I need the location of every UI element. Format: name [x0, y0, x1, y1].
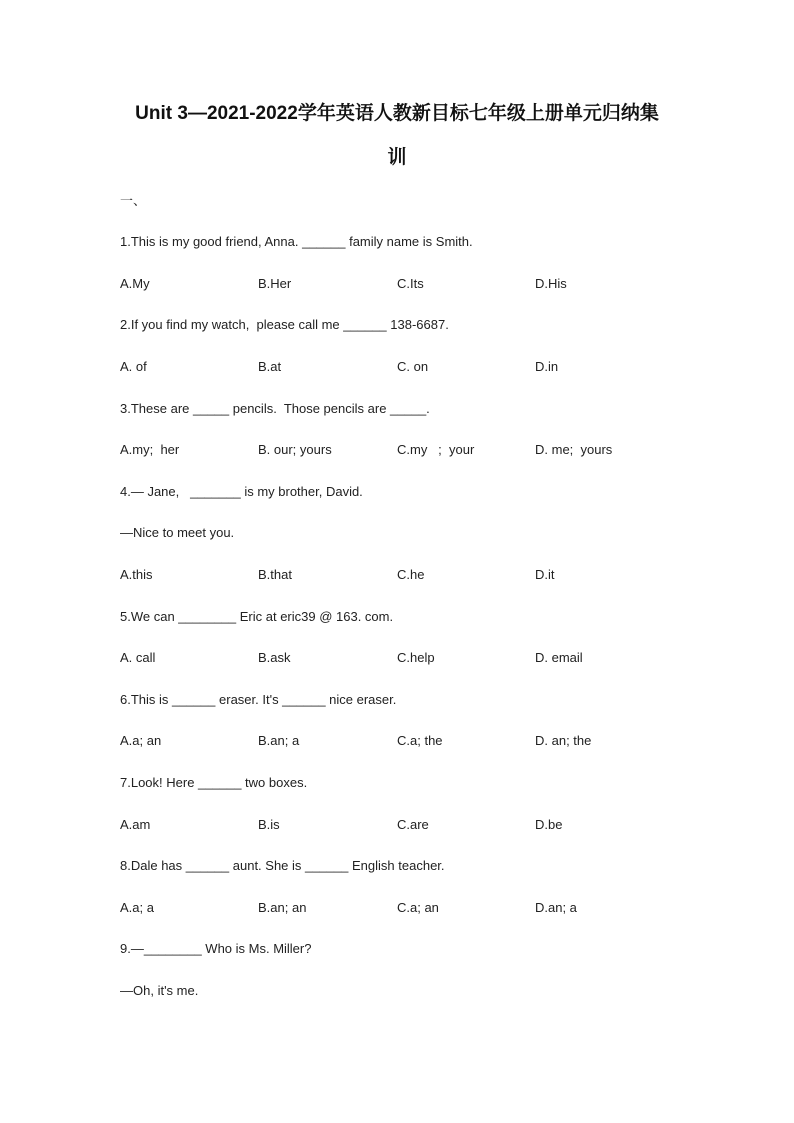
- question-5-option-d: D. email: [535, 650, 583, 665]
- question-7-options: [120, 816, 680, 834]
- question-1-option-a: A.My: [120, 276, 150, 291]
- question-7-option-c: C.are: [397, 817, 429, 832]
- question-8-option-a: A.a; a: [120, 900, 154, 915]
- question-1-stem: 1.This is my good friend, Anna. ______ family name is Smith.: [120, 234, 473, 249]
- question-3-option-d: D. me; yours: [535, 442, 613, 457]
- question-7-option-a: A.am: [120, 817, 151, 832]
- question-5-stem: 5.We can ________ Eric at eric39 @ 163. com.: [120, 609, 394, 624]
- section-marker: 一、: [120, 193, 147, 208]
- question-3-options: [120, 441, 680, 459]
- question-8-option-c: C.a; an: [397, 900, 439, 915]
- question-8-option-d: D.an; a: [535, 900, 577, 915]
- question-4-reply: —Nice to meet you.: [120, 525, 235, 540]
- question-4-stem: 4.— Jane, _______ is my brother, David.: [120, 484, 363, 499]
- question-9-reply: —Oh, it's me.: [120, 983, 199, 998]
- question-2-option-b: B.at: [258, 359, 282, 374]
- question-6-option-a: A.a; an: [120, 733, 162, 748]
- question-1-option-c: C.Its: [397, 276, 424, 291]
- question-4-option-d: D.it: [535, 567, 555, 582]
- question-9-stem: 9.—________ Who is Ms. Miller?: [120, 941, 312, 956]
- document-title-line-1: Unit 3—2021-2022学年英语人教新目标七年级上册单元归纳集: [135, 103, 659, 124]
- question-7-option-d: D.be: [535, 817, 563, 832]
- question-2-option-a: A. of: [120, 359, 147, 374]
- question-3-stem: 3.These are _____ pencils. Those pencils are _____.: [120, 401, 430, 416]
- question-2-options: [120, 358, 680, 376]
- question-1-option-b: B.Her: [258, 276, 292, 291]
- question-5-option-a: A. call: [120, 650, 156, 665]
- question-4-option-b: B.that: [258, 567, 292, 582]
- question-8-option-b: B.an; an: [258, 900, 307, 915]
- question-5-option-b: B.ask: [258, 650, 291, 665]
- question-5-option-c: C.help: [397, 650, 435, 665]
- question-3-option-a: A.my; her: [120, 442, 180, 457]
- question-5-options: [120, 649, 680, 667]
- question-6-options: [120, 732, 680, 750]
- question-3-option-c: C.my ; your: [397, 442, 475, 457]
- question-4-option-a: A.this: [120, 567, 153, 582]
- question-7-stem: 7.Look! Here ______ two boxes.: [120, 775, 308, 790]
- question-3-option-b: B. our; yours: [258, 442, 332, 457]
- question-6-option-d: D. an; the: [535, 733, 592, 748]
- question-1-options: [120, 275, 680, 293]
- document-title-line-2: 训: [387, 147, 407, 168]
- question-6-option-b: B.an; a: [258, 733, 300, 748]
- question-6-option-c: C.a; the: [397, 733, 443, 748]
- question-8-options: [120, 899, 680, 917]
- question-2-option-d: D.in: [535, 359, 559, 374]
- question-2-option-c: C. on: [397, 359, 429, 374]
- question-4-options: [120, 566, 680, 584]
- question-8-stem: 8.Dale has ______ aunt. She is ______ English teacher.: [120, 858, 445, 873]
- question-4-option-c: C.he: [397, 567, 425, 582]
- question-2-stem: 2.If you find my watch, please call me ______ 138-6687.: [120, 317, 449, 332]
- question-6-stem: 6.This is ______ eraser. It's ______ nice eraser.: [120, 692, 397, 707]
- question-1-option-d: D.His: [535, 276, 567, 291]
- question-7-option-b: B.is: [258, 817, 280, 832]
